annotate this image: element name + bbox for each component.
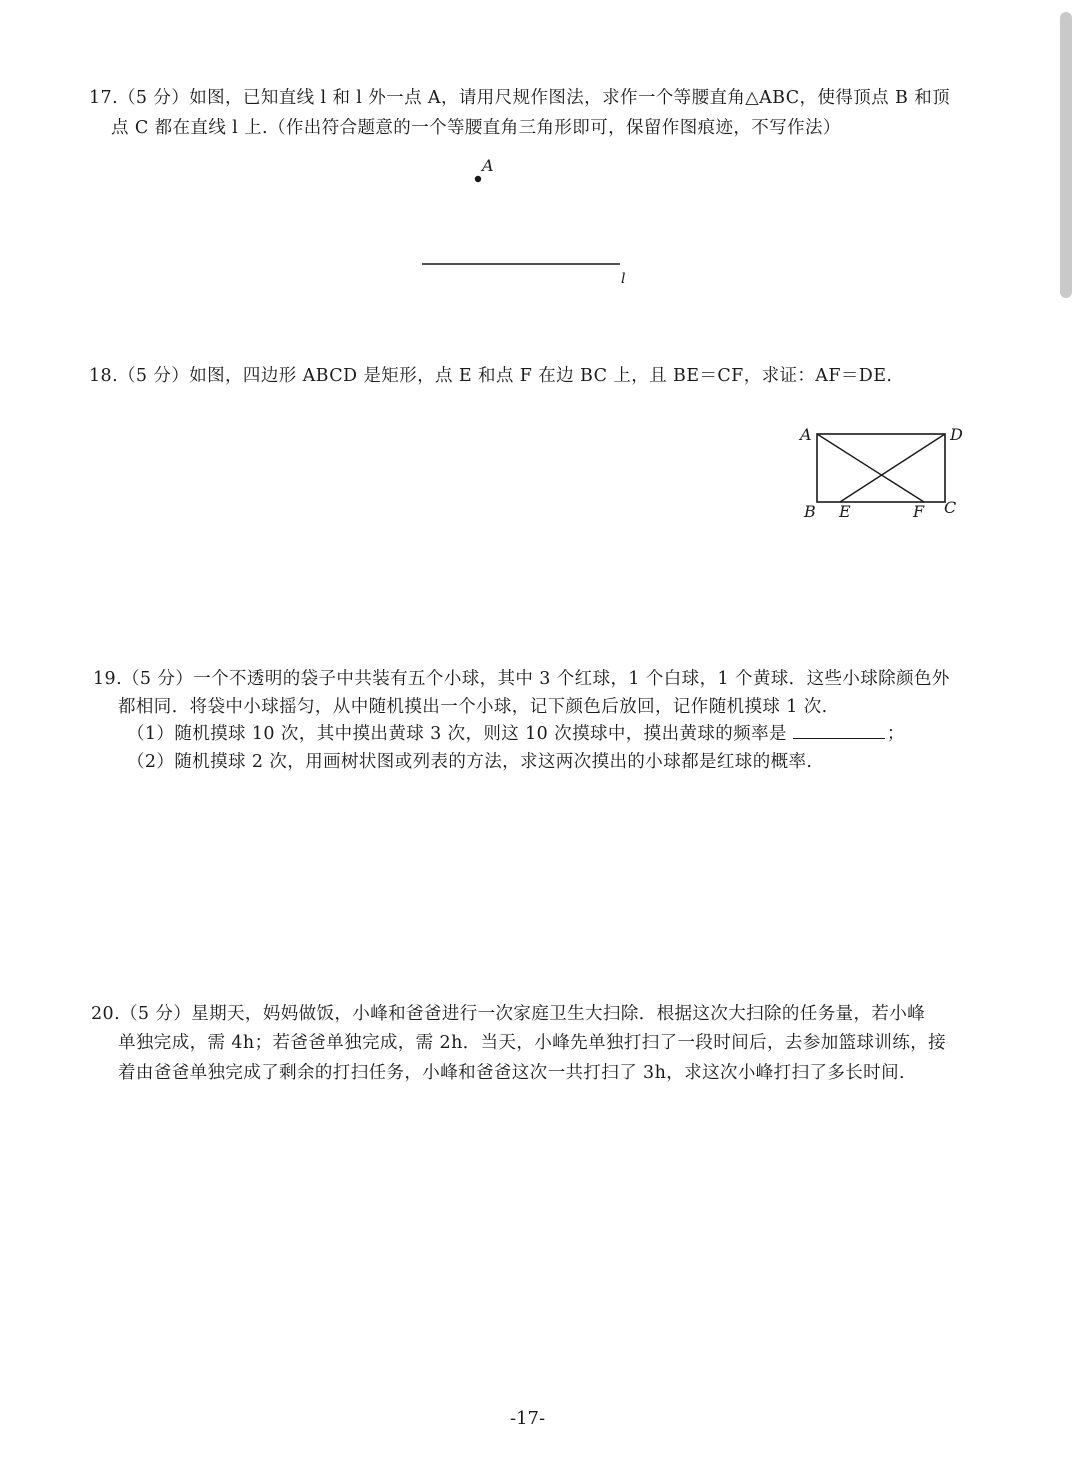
q18-label-d: D: [950, 425, 963, 444]
q17-text-line-1: 17.（5 分）如图，已知直线 l 和 l 外一点 A，请用尺规作图法，求作一个等腰直角△ABC，使得顶点 B 和顶: [89, 88, 951, 108]
q17-line-l-label: l: [621, 271, 626, 287]
q18-label-b: B: [804, 502, 816, 521]
q18-segment-de: [840, 434, 945, 502]
q19-part-2: （2）随机摸球 2 次，用画树状图或列表的方法，求这两次摸出的小球都是红球的概率.: [127, 752, 813, 772]
q19-part-1-text: （1）随机摸球 10 次，其中摸出黄球 3 次，则这 10 次摸球中，摸出黄球的频率是: [127, 724, 787, 744]
q20-text-line-3: 着由爸爸单独完成了剩余的打扫任务，小峰和爸爸这次一共打扫了 3h，求这次小峰打扫了多长时间.: [118, 1063, 905, 1083]
vertical-scrollbar[interactable]: [1060, 12, 1072, 298]
q19-text-line-1: 19.（5 分）一个不透明的袋子中共装有五个小球，其中 3 个红球，1 个白球，1 个黄球．这些小球除颜色外: [93, 669, 950, 689]
q17-point-a: [475, 176, 481, 182]
q20-text-line-1: 20.（5 分）星期天，妈妈做饭，小峰和爸爸进行一次家庭卫生大扫除．根据这次大扫除的任务量，若小峰: [91, 1004, 926, 1024]
q18-text-line-1: 18.（5 分）如图，四边形 ABCD 是矩形，点 E 和点 F 在边 BC 上，且 BE＝CF，求证：AF＝DE.: [89, 366, 893, 386]
q18-rectangle-abcd: [817, 434, 945, 502]
q20-text-line-2: 单独完成，需 4h；若爸爸单独完成，需 2h．当天，小峰先单独打扫了一段时间后，去参加篮球训练，接: [118, 1033, 947, 1053]
q19-part-1: [127, 720, 905, 748]
q19-text-line-2: 都相同．将袋中小球摇匀，从中随机摸出一个小球，记下颜色后放回，记作随机摸球 1 次.: [118, 697, 828, 717]
q17-figure: [410, 150, 650, 290]
q17-text-line-2: 点 C 都在直线 l 上.（作出符合题意的一个等腰直角三角形即可，保留作图痕迹，不写作法）: [111, 118, 841, 138]
q18-segment-af: [817, 434, 924, 502]
q18-label-e: E: [839, 502, 851, 521]
q18-figure: [795, 418, 975, 528]
q17-point-a-label: A: [482, 156, 494, 175]
q18-label-a: A: [800, 425, 812, 444]
q18-label-c: C: [944, 498, 957, 517]
q18-label-f: F: [913, 502, 925, 521]
q19-part-1-end: ；: [886, 724, 905, 744]
page-number: -17-: [510, 1408, 546, 1429]
answer-blank[interactable]: [793, 720, 885, 739]
